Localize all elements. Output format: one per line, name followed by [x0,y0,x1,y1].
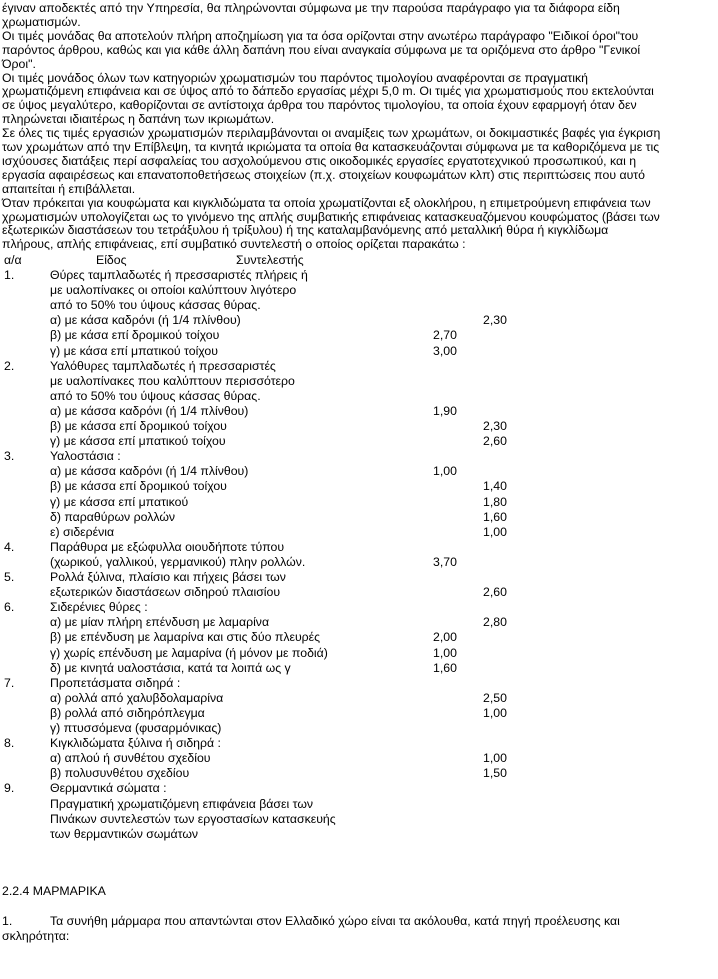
row-description: γ) με κάσσα επί μπατικού [50,494,189,509]
row-coefficient-col2: 1,40 [483,479,507,494]
row-coefficient-col2: 2,60 [483,434,507,449]
intro-line: Σε όλες τις τιμές εργασιών χρωματισμών περιλαμβάνονται οι αναμίξεις των χρωμάτων, οι δοκιμαστικές βαφές για έγκριση [2,126,661,141]
row-description: β) με επένδυση με λαμαρίνα και στις δύο πλευρές [50,630,321,645]
row-description: Κιγκλιδώματα ξύλινα ή σιδηρά : [50,736,221,751]
row-description: α) με κάσσα καδρόνι (ή 1/4 πλίνθου) [50,464,249,479]
intro-line: πλήρους, απλής επιφάνειας, επί συμβατικό συντελεστή ο οποίος ορίζεται παρακάτω : [2,237,466,252]
row-number: 7. [4,675,15,690]
row-coefficient-col2: 2,50 [483,690,507,705]
row-description: β) με κάσα επί δρομικού τοίχου [50,328,220,343]
row-description: με υαλοπίνακες οι οποίοι καλύπτουν λιγότερο [50,283,297,298]
row-description: (χωρικού, γαλλικού, γερμανικού) πλην ρολλών. [50,554,306,569]
section-item-number: 1. [2,914,13,928]
intro-line: χρωματιζόμενη επιφάνεια και σε ύψος από το δάπεδο εργασίας μέχρι 5,0 m. Οι τιμές για χρωματισμούς που εκτελούνται [2,84,654,99]
intro-line: εργασία αφαιρέσεως και επανατοποθετήσεως στοιχείων (π.χ. στοιχείων κουφωμάτων κλπ) στις περιπτώσεις που αυτό [2,167,646,182]
intro-line: Οι τιμές μονάδος όλων των κατηγοριών χρωματισμών του παρόντος τιμολογίου αναφέρονται σε πραγματική [2,70,588,85]
row-number: 4. [4,539,15,554]
row-description: με υαλοπίνακες που καλύπτουν περισσότερο [50,373,295,388]
row-description: α) απλού ή συνθέτου σχεδίου [50,751,211,766]
intro-line: Οι τιμές μονάδας θα αποτελούν πλήρη αποζημίωση για τα όσα ορίζονται στην ανωτέρω παράγραφο "Ειδικοί όροι"του [2,28,639,43]
intro-line: έγιναν αποδεκτές από την Υπηρεσία, θα πληρώνονται σύμφωνα με την παρούσα παράγραφο για τα διάφορα είδη [2,1,620,15]
row-coefficient-col1: 1,90 [433,403,457,418]
row-number: 3. [4,449,15,464]
row-description: Θερμαντικά σώματα : [50,781,167,796]
row-description: Ρολλά ξύλινα, πλαίσιο και πήχεις βάσει των [50,570,286,584]
row-coefficient-col2: 2,60 [483,585,507,600]
row-description: β) με κάσσα επί δρομικού τοίχου [50,419,227,433]
intro-line: πληρώνεται ιδιαιτέρως η δαπάνη των ικριωμάτων. [2,112,275,127]
row-description: α) με μίαν πλήρη επένδυση με λαμαρίνα [50,615,270,630]
row-coefficient-col2: 1,00 [483,705,507,720]
row-description: α) με κάσα καδρόνι (ή 1/4 πλίνθου) [50,313,241,328]
row-description: Πινάκων συντελεστών των εργοστασίων κατασκευής [50,811,336,826]
row-coefficient-col1: 1,60 [433,660,457,675]
intro-line: Όταν πρόκειται για κουφώματα και κιγκλιδώματα τα οποία χρωματίζονται εξ ολοκλήρου, η επιμετρούμενη επιφάνεια των [2,195,651,210]
section-heading: 2.2.4 ΜΑΡΜΑΡΙΚΑ [2,884,106,898]
row-coefficient-col2: 2,30 [483,419,507,433]
row-coefficient-col2: 2,80 [483,615,507,630]
row-coefficient-col2: 1,50 [483,766,507,781]
row-coefficient-col2: 1,60 [483,509,507,524]
intro-line: παρόντος άρθρου, καθώς και για κάθε άλλη δαπάνη που είναι αναγκαία σύμφωνα με τα οριζόμενα στο άρθρο "Γενικοί [2,42,641,57]
intro-line: απαιτείται ή επιβάλλεται. [2,181,136,196]
intro-line: των χρωμάτων από την Επίβλεψη, τα κινητά ικριώματα τα οποία θα κατασκευάζονται σύμφωνα με τα καθοριζόμενα με τις [2,140,660,154]
row-description: δ) με κινητά υαλοστάσια, κατά τα λοιπά ως γ [50,660,291,675]
row-description: Πραγματική χρωματιζόμενη επιφάνεια βάσει των [50,796,314,811]
row-description: β) ρολλά από σιδηρόπλεγμα [50,705,205,720]
row-description: Παράθυρα με εξώφυλλα οιουδήποτε τύπου [50,539,285,554]
row-number: 5. [4,570,15,584]
row-coefficient-col1: 3,70 [433,554,457,569]
row-coefficient-col2: 2,30 [483,313,507,328]
row-description: β) με κάσσα επί δρομικού τοίχου [50,479,227,494]
intro-line: ισχύουσες διατάξεις περί ασφαλείας του ασχολούμενου στις οικοδομικές εργασίες εργατοτεχνικού προσωπικού, και η [2,153,637,168]
row-coefficient-col1: 2,70 [433,328,457,343]
intro-line: χρωματισμών. [2,14,81,29]
intro-line: εξωτερικών διαστάσεων του τετράξυλου ή τρίξυλου) ή της καταλαμβανόμενης από μεταλλική θύρα ή κιγκλίδωμα [2,223,609,238]
intro-line: σε ύψος μεγαλύτερο, καθορίζονται σε αντίστοιχα άρθρα του παρόντος τιμολογίου, τα οποία έχουν εφαρμογή όταν δεν [2,98,637,113]
section-item-text-line-1: Τα συνήθη μάρμαρα που απαντώνται στον Ελλαδικό χώρο είναι τα ακόλουθα, κατά πηγή προέλευσης και [50,914,620,928]
row-number: 1. [4,268,15,282]
row-description: γ) πτυσσόμενα (φυσαρμόνικας) [50,721,222,735]
row-coefficient-col2: 1,00 [483,524,507,539]
intro-line: χρωματισμών υπολογίζεται ως το γινόμενο της απλής συμβατικής επιφάνειας κατασκευαζόμενου κουφώματος (βάσει των [2,209,660,224]
intro-line: Όροι". [2,56,36,71]
row-description: β) πολυσυνθέτου σχεδίου [50,766,190,781]
row-coefficient-col2: 1,00 [483,751,507,766]
row-description: Υαλοστάσια : [50,449,121,464]
row-description: από το 50% του ύψους κάσσας θύρας. [50,388,261,403]
row-coefficient-col1: 3,00 [433,343,457,358]
row-description: ε) σιδερένια [50,524,115,539]
row-description: από το 50% του ύψους κάσσας θύρας. [50,298,261,313]
row-coefficient-col1: 2,00 [433,630,457,645]
row-description: δ) παραθύρων ρολλών [50,509,176,524]
row-description: γ) χωρίς επένδυση με λαμαρίνα (ή μόνον με ποδιά) [50,645,328,660]
row-description: Σιδερένιες θύρες : [50,600,148,615]
section-item-text-line-2: σκληρότητα: [2,929,70,943]
row-coefficient-col1: 1,00 [433,464,457,479]
row-number: 6. [4,600,15,615]
row-description: γ) με κάσα επί μπατικού τοίχου [50,343,218,358]
row-number: 2. [4,358,15,373]
row-description: α) με κάσσα καδρόνι (ή 1/4 πλίνθου) [50,403,249,418]
row-description: Προπετάσματα σιδηρά : [50,675,181,690]
row-description: των θερμαντικών σωμάτων [50,826,199,841]
row-coefficient-col1: 1,00 [433,645,457,660]
row-number: 8. [4,736,15,751]
table-header-kind: Είδος [96,253,127,267]
row-description: εξωτερικών διαστάσεων σιδηρού πλαισίου [50,585,281,600]
row-description: Υαλόθυρες ταμπλαδωτές ή πρεσσαριστές [50,358,276,373]
row-number: 9. [4,781,15,796]
row-description: γ) με κάσσα επί μπατικού τοίχου [50,434,226,449]
row-coefficient-col2: 1,80 [483,494,507,509]
table-header-coefficient: Συντελεστής [236,253,304,267]
row-description: α) ρολλά από χαλυβδολαμαρίνα [50,690,224,705]
table-header-number: α/α [4,253,22,267]
row-description: Θύρες ταμπλαδωτές ή πρεσσαριστές πλήρεις ή [50,268,308,282]
